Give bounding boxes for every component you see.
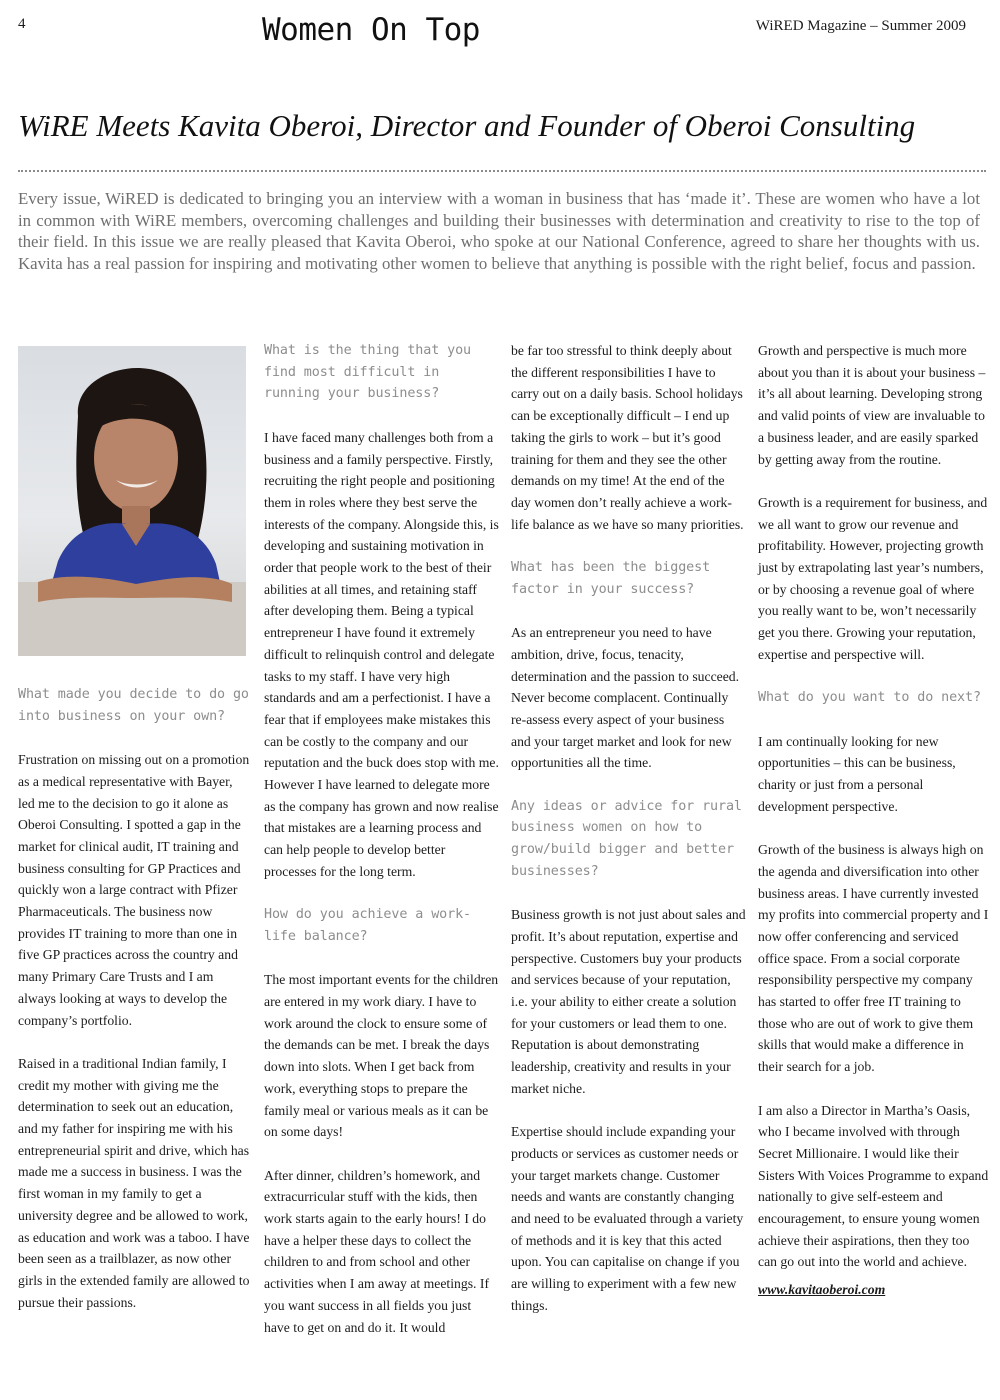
answer-paragraph: Frustration on missing out on a promotion as a medical representative with Bayer, led me to the decision to go it alone as Oberoi Consulting. I spotted a gap in the market for clinical audit, IT training and business consulting for GP Practices and quickly won a large contract with Pfizer Pharmaceuticals. The business now provides IT training to more than one in five GP practices across the country and many Primary Care Trusts and I am always looking at ways to develop the company’s portfolio. xyxy=(18,752,250,1028)
answer-paragraph: be far too stressful to think deeply about the different responsibilities I have to carry out on a daily basis. School holidays can be exceptionally difficult – I end up taking the girls to work – but it’s good training for them and they see the other demands on my time! At the end of the day women don’t really achieve a work-life balance as we have so many priorities. xyxy=(511,343,744,532)
question-heading: What made you decide to do go into business on your own? xyxy=(18,687,249,724)
column-2 xyxy=(264,340,500,1338)
intro-paragraph: Every issue, WiRED is dedicated to bringing you an interview with a woman in business that has ‘made it’. These are women who have a lot in common with WiRE members, overcoming challenges and building their businesses with determination and creativity to rise to the top of their field. In this issue we are really pleased that Kavita Oberoi, who spoke at our National Conference, agreed to share her thoughts with us. Kavita has a real passion for inspiring and motivating other women to believe that anything is possible with the right belief, focus and passion. xyxy=(18,189,980,273)
answer-paragraph: I am also a Director in Martha’s Oasis, who I became involved with through Secret Millionaire. I would like their Sisters With Voices Programme to expand nationally to give self-esteem and encouragement, to ensure young women achieve their aspirations, then they too can go out into the world and achieve. xyxy=(758,1102,989,1270)
answer-paragraph: The most important events for the children are entered in my work diary. I have to work around the clock to ensure some of the demands can be met. I break the days down into slots. When I get back from work, everything stops to prepare the family meal or various meals as it can be on some days! xyxy=(264,972,499,1140)
answer-paragraph: I am continually looking for new opportunities – this can be business, charity or just from a personal development perspective. xyxy=(758,733,956,814)
answer-paragraph: Expertise should include expanding your products or services as customer needs or your target markets change. Customer needs and wants are constantly changing and need to be evaluated through a variety of methods and it is key that this acted upon. You can capitalise on change if you are willing to experiment with a few new things. xyxy=(511,1124,744,1313)
column-3 xyxy=(511,340,747,1317)
answer-paragraph: Business growth is not just about sales and profit. It’s about reputation, expertise and perspective. Customers buy your products and services because of your reputation, i.e. your ability to either create a solution for your customers or lead them to one. Reputation is about demonstrating leadership, creativity and results in your market niche. xyxy=(511,907,746,1096)
section-title: Women On Top xyxy=(262,12,480,48)
portrait-photo xyxy=(18,346,246,656)
article-headline: WiRE Meets Kavita Oberoi, Director and Founder of Oberoi Consulting xyxy=(18,108,916,143)
dotted-divider xyxy=(18,170,986,172)
portrait-illustration xyxy=(18,346,246,656)
answer-paragraph: As an entrepreneur you need to have ambition, drive, focus, tenacity, determination and the passion to succeed. Never become complacent. Continually re-assess every aspect of your business and your target market and look for new opportunities all the time. xyxy=(511,625,740,771)
answer-paragraph: Growth and perspective is much more about you than it is about your business – it’s all about learning. Developing strong and valid points of view are invaluable to a business leader, and are easily sparked by getting away from the routine. xyxy=(758,343,986,467)
question-heading: How do you achieve a work-life balance? xyxy=(264,907,472,944)
answer-paragraph: I have faced many challenges both from a business and a family perspective. Firstly, recruiting the right people and positioning them in roles where they best serve the interests of the company. Alongside this, is developing and sustaining motivation in order that people work to the best of their abilities at all times, and retaining staff after developing them. Being a typical entrepreneur I have found it extremely difficult to relinquish control and delegate tasks to my staff. I have very high standards and am a perfectionist. I have a fear that if employees make mistakes this can be costly to the company and our reputation and the buck does stop with me. However I have learned to delegate more as the company has grown and now realise that mistakes are a learning process and can help people to develop better processes for the long term. xyxy=(264,429,499,879)
answer-paragraph: Growth of the business is always high on the agenda and diversification into other business areas. I have currently invested my profits into commercial property and I now offer conferencing and serviced office space. From a social corporate responsibility perspective my company has started to offer free IT training to those who are out of work to give them skills that would make a difference in their search for a job. xyxy=(758,842,989,1075)
issue-label: WiRED Magazine – Summer 2009 xyxy=(755,18,966,34)
question-heading: What is the thing that you find most difficult in running your business? xyxy=(264,343,472,402)
question-heading: What do you want to do next? xyxy=(758,690,981,706)
question-heading: What has been the biggest factor in your success? xyxy=(511,560,711,597)
page-number: 4 xyxy=(18,16,26,32)
answer-paragraph: Raised in a traditional Indian family, I credit my mother with giving me the determination to seek out an education, and my father for inspiring me with his entrepreneurial spirit and drive, which has made me a success in business. I was the first woman in my family to get a university degree and be allowed to work, as education and work was a taboo. I have been seen as a trailblazer, as now other girls in the extended family are allowed to pursue their passions. xyxy=(18,1055,250,1310)
answer-paragraph: After dinner, children’s homework, and extracurricular stuff with the kids, then work starts again to the early hours! I do have a helper these days to collect the children to and from school and other activities when I am away at meetings. If you want success in all fields you just have to get on and do it. It would xyxy=(264,1167,490,1335)
column-1 xyxy=(18,684,250,1313)
question-heading: Any ideas or advice for rural business women on how to grow/build bigger and better businesses? xyxy=(511,798,742,879)
website-link[interactable]: www.kavitaoberoi.com xyxy=(758,1282,886,1298)
column-4 xyxy=(758,340,990,1301)
answer-paragraph: Growth is a requirement for business, and we all want to grow our revenue and profitability. However, projecting growth just by extrapolating last year’s numbers, or by choosing a revenue goal of where you really want to be, won’t necessarily get you there. Growing your reputation, expertise and perspective will. xyxy=(758,494,988,662)
